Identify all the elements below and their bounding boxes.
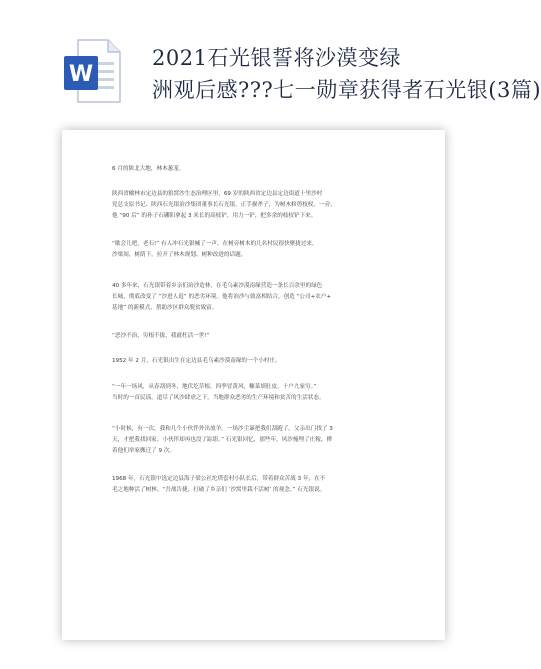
text-line: 他 “90 后” 的孙子石硼阳拿起 3 米长的高枝铲，用力一铲，把多余的枝杈铲下来。 (112, 213, 317, 219)
document-title-line-1: 2021石光银誓将沙漠变绿 (152, 46, 401, 70)
text-line: “一年一场风，从春刮到冬，地伏圪草根，四季冒黄风，糠菜填肚皮，十户九家穷。” (112, 384, 317, 390)
text-line: 天，才把我找回家。小伙伴却再也没了踪影。” 石光银回忆，那些年，风沙掩埋了庄稼，撵 (112, 437, 333, 443)
text-line: 长城，彻底改变了 “沙进人退” 的恶劣环境。他将治沙与致富相结合，创造 “公司+农户+ (112, 294, 332, 300)
text-line: 1952 年 2 月，石光银出生在定边县毛乌素沙漠南缘的一个小村庄。 (112, 358, 281, 364)
text-line: 当时的一首民谣，道尽了风沙肆虐之下，当地群众恶劣的生产环境和贫苦的生活状态。 (112, 395, 325, 401)
text-line: 6 月的陕北大地，林木葱茏。 (112, 166, 185, 172)
paragraph (112, 382, 445, 404)
document-title-line-2: 洲观后感???七一勋章获得者石光银(3篇) (152, 78, 541, 102)
text-line: 沙梁间，树荫下，拉开了林木规划、树种改进的话题。 (112, 252, 247, 258)
paragraph (112, 239, 445, 261)
text-line: “恶沙不治，穷根不拔，我就枉活一世!” (112, 333, 210, 339)
text-line: “小时候，有一次，我和几个小伙伴外出放羊，一场沙尘暴把我们刮跑了。父亲出门找了 3 (112, 426, 333, 432)
header (0, 0, 541, 122)
document-page (62, 130, 445, 640)
text-line: 基地” 的新模式，帮助沙区群众脱贫致富。 (112, 305, 218, 311)
text-line: “歇会儿吧，老石!” 有人冲石光银喊了一声。在树旁树木的几名村民很快聚拢过来， (112, 241, 318, 247)
paragraph (112, 424, 445, 457)
paragraph (112, 474, 445, 496)
word-document-icon (62, 36, 124, 108)
paragraph (112, 281, 445, 314)
text-line: 毛之地种活了树林。“吾战告捷，打破了乡亲们 ‘沙窝里栽不活树’ 的观念。” 石光银说。 (112, 487, 326, 493)
paragraph (112, 331, 445, 342)
text-line: 党总支原书记、陕西石光银治沙集团董事长石光银，正手握斧子，为树木修剪枝杈。一旁， (112, 202, 336, 208)
paragraph (112, 164, 445, 175)
text-line: 1968 年，石光银中选定边县海子梁公社坨塔套村小队长后，带着群众苦战 3 年，在不 (112, 476, 326, 482)
paragraph (112, 189, 445, 222)
text-line: 陕西省榆林市定边县的狼窝沙生态治理区里，69 岁的陕西省定边县定边街道十里沙村 (112, 191, 323, 197)
text-line: 着他们举家搬迁了 9 次。 (112, 448, 176, 454)
word-icon-letter: W (68, 62, 94, 87)
text-line: 40 多年来，石光银带着乡亲们治沙造林，在毛乌素沙漠南缘营造一条长百余里的绿色 (112, 283, 323, 289)
paragraph (112, 356, 445, 367)
